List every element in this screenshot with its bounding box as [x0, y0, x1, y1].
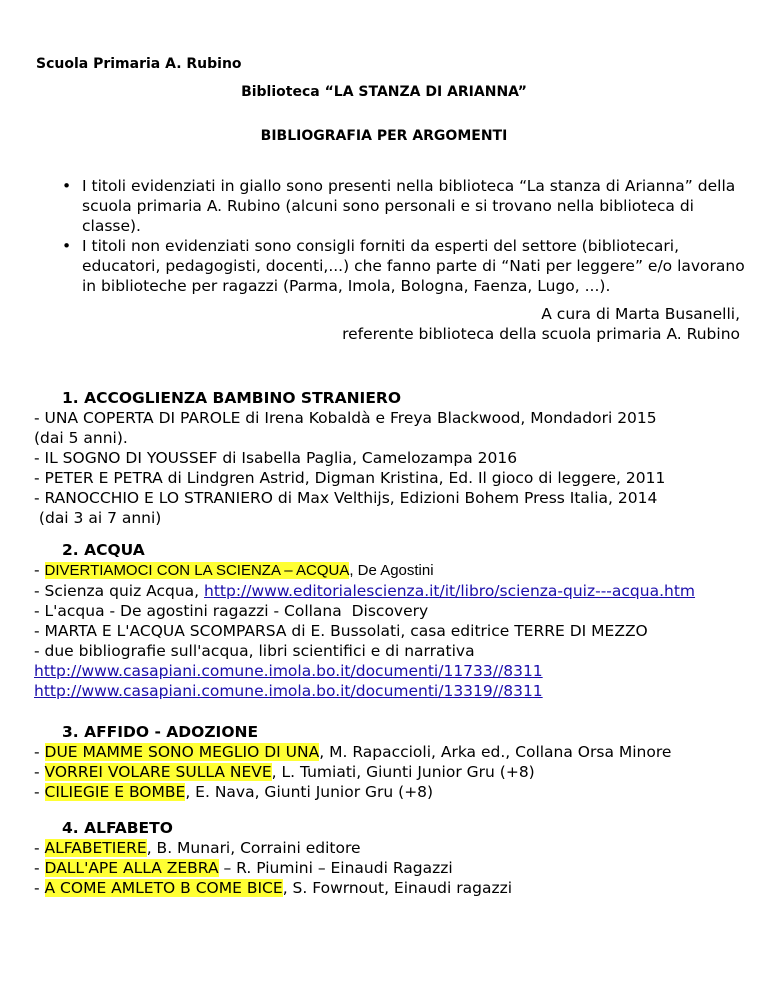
highlighted-title: ALFABETIERE	[44, 839, 147, 857]
scienza-quiz-link[interactable]: http://www.editorialescienza.it/it/libro/scienza-quiz---acqua.htm	[204, 582, 696, 600]
bibliography-link-row	[34, 681, 754, 701]
bullet-dot-icon: •	[62, 177, 72, 195]
section-heading: 1. ACCOGLIENZA BAMBINO STRANIERO	[62, 389, 402, 407]
book-entry: - MARTA E L'ACQUA SCOMPARSA di E. Bussolati, casa editrice TERRE DI MEZZO	[34, 622, 648, 640]
book-entry: - ALFABETIERE, B. Munari, Corraini editore	[34, 839, 361, 857]
intro-text: I titoli evidenziati in giallo sono presenti nella biblioteca “La stanza di Arianna” della scuola primaria A. Rubino (alcuni sono personali e si trovano nella biblioteca di classe).	[82, 177, 736, 235]
book-entry: - A COME AMLETO B COME BICE, S. Fowrnout, Einaudi ragazzi	[34, 879, 513, 897]
book-entry: - DUE MAMME SONO MEGLIO DI UNA, M. Rapaccioli, Arka ed., Collana Orsa Minore	[34, 743, 672, 761]
book-entry: - DALL'APE ALLA ZEBRA – R. Piumini – Einaudi Ragazzi	[34, 859, 453, 877]
school-name: Scuola Primaria A. Rubino	[36, 56, 242, 72]
bibliography-link[interactable]: http://www.casapiani.comune.imola.bo.it/documenti/11733//8311	[34, 662, 543, 680]
intro-bullet	[62, 176, 752, 236]
entry-details: , M. Rapaccioli, Arka ed., Collana Orsa Minore	[319, 743, 672, 761]
entry-details: , E. Nava, Giunti Junior Gru (+8)	[185, 783, 434, 801]
section-heading: 2. ACQUA	[62, 541, 145, 559]
highlighted-title: CILIEGIE E BOMBE	[44, 783, 186, 801]
section-affido-adozione	[34, 722, 754, 802]
library-title: Biblioteca “LA STANZA DI ARIANNA”	[241, 84, 527, 100]
book-entry	[34, 581, 754, 601]
highlighted-title: DIVERTIAMOCI CON LA SCIENZA – ACQUA	[44, 562, 350, 579]
section-heading: 4. ALFABETO	[62, 819, 173, 837]
entry-prefix: -	[34, 561, 45, 579]
document-title: BIBLIOGRAFIA PER ARGOMENTI	[260, 128, 508, 144]
entry-prefix: - Scienza quiz Acqua,	[34, 582, 205, 600]
book-entry: - RANOCCHIO E LO STRANIERO di Max Velthijs, Edizioni Bohem Press Italia, 2014	[34, 489, 658, 507]
highlighted-title: DUE MAMME SONO MEGLIO DI UNA	[44, 743, 320, 761]
entry-details: , S. Fowrnout, Einaudi ragazzi	[282, 879, 513, 897]
intro-text: I titoli non evidenziati sono consigli forniti da esperti del settore (bibliotecari, educatori, pedagogisti, docenti,...) che fanno parte di “Nati per leggere” e/o lavorano in biblioteche per ragazzi (Parma, Imola, Bologna, Faenza, Lugo, ...).	[82, 237, 745, 295]
book-entry: - L'acqua - De agostini ragazzi - Collana Discovery	[34, 602, 429, 620]
entry-details: , L. Tumiati, Giunti Junior Gru (+8)	[271, 763, 535, 781]
book-entry: - CILIEGIE E BOMBE, E. Nava, Giunti Junior Gru (+8)	[34, 783, 434, 801]
book-entry: - UNA COPERTA DI PAROLE di Irena Kobaldà e Freya Blackwood, Mondadori 2015	[34, 409, 657, 427]
bibliography-link[interactable]: http://www.casapiani.comune.imola.bo.it/documenti/13319//8311	[34, 682, 543, 700]
entry-details: – R. Piumini – Einaudi Ragazzi	[218, 859, 453, 877]
credit-block	[342, 304, 740, 344]
book-entry	[34, 560, 754, 581]
entry-publisher: , De Agostini	[349, 562, 434, 579]
section-heading: 3. AFFIDO - ADOZIONE	[62, 723, 259, 741]
entry-details: , B. Munari, Corraini editore	[146, 839, 361, 857]
intro-bullet	[62, 236, 752, 296]
book-entry-note: (dai 5 anni).	[34, 429, 128, 447]
book-entry: - PETER E PETRA di Lindgren Astrid, Digman Kristina, Ed. Il gioco di leggere, 2011	[34, 469, 666, 487]
intro-list	[62, 176, 752, 296]
highlighted-title: A COME AMLETO B COME BICE	[44, 879, 283, 897]
credit-author: A cura di Marta Busanelli,	[541, 305, 740, 323]
credit-role: referente biblioteca della scuola primaria A. Rubino	[342, 325, 740, 343]
bullet-dot-icon: •	[62, 237, 72, 255]
section-acqua	[34, 540, 754, 701]
highlighted-title: DALL'APE ALLA ZEBRA	[44, 859, 219, 877]
section-alfabeto	[34, 818, 754, 898]
book-entry: - IL SOGNO DI YOUSSEF di Isabella Paglia, Camelozampa 2016	[34, 449, 518, 467]
highlighted-title: VORREI VOLARE SULLA NEVE	[44, 763, 272, 781]
bibliography-link-row	[34, 661, 754, 681]
book-entry-note: (dai 3 ai 7 anni)	[34, 509, 162, 527]
section-accoglienza	[34, 388, 754, 528]
book-entry: - due bibliografie sull'acqua, libri scientifici e di narrativa	[34, 642, 475, 660]
book-entry: - VORREI VOLARE SULLA NEVE, L. Tumiati, Giunti Junior Gru (+8)	[34, 763, 535, 781]
